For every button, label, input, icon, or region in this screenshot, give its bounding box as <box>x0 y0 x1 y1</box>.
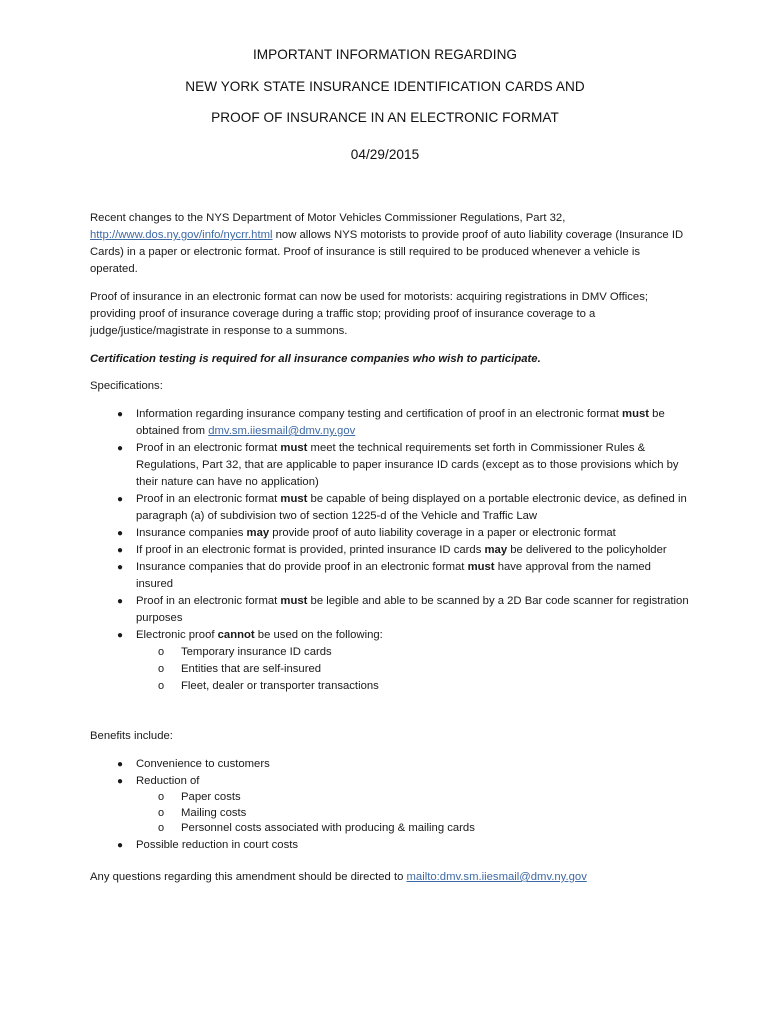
bullet-icon: ● <box>117 776 124 787</box>
title-line-3: PROOF OF INSURANCE IN AN ELECTRONIC FORMAT <box>211 110 559 125</box>
iiesmail-link[interactable]: dmv.sm.iiesmail@dmv.ny.gov <box>208 425 356 437</box>
spec-item: ● Insurance companies that do provide proof in an electronic format must have approval from the named insured <box>117 561 651 590</box>
bullet-icon: ● <box>117 759 124 770</box>
spec-item: ● Proof in an electronic format must be capable of being displayed on a portable electronic device, as defined in paragraph (a) of subdivision two of section 1225-d of the Vehicle and Traffic Law <box>117 493 687 522</box>
bullet-icon: ● <box>117 596 124 607</box>
sub-bullet-icon: o <box>158 806 165 819</box>
certification-note: Certification testing is required for all insurance companies who wish to participate. <box>90 353 541 365</box>
sub-bullet-icon: o <box>158 822 165 834</box>
specifications-list <box>90 406 690 695</box>
intro-text-a: Recent changes to the NYS Department of Motor Vehicles Commissioner Regulations, Part 32, <box>90 212 566 224</box>
spec-item: ● Insurance companies may provide proof of auto liability coverage in a paper or electronic format <box>90 525 690 542</box>
mailto-link[interactable]: mailto:dmv.sm.iiesmail@dmv.ny.gov <box>406 871 587 883</box>
spec-item: ● If proof in an electronic format is provided, printed insurance ID cards may be delivered to the policyholder <box>90 542 690 559</box>
bullet-icon: ● <box>117 562 124 573</box>
spec-item: ● Proof in an electronic format must be legible and able to be scanned by a 2D Bar code scanner for registration purposes <box>117 595 689 624</box>
intro-text-b: now allows NYS motorists to provide proof of auto liability coverage (Insurance ID Cards) in a paper or electronic format. Proof of insurance is still required to be produced whenever a vehicle is operated. <box>90 229 684 275</box>
closing-text: Any questions regarding this amendment should be directed to <box>90 871 407 883</box>
bullet-icon: ● <box>117 839 124 851</box>
bullet-icon: ● <box>117 409 124 420</box>
benefit-sub-item: o Mailing costs <box>136 806 690 822</box>
benefit-sub-item: o Paper costs <box>136 790 690 806</box>
bullet-icon: ● <box>117 443 124 454</box>
spec-sub-item: o Temporary insurance ID cards <box>136 644 690 661</box>
benefit-item: ● Reduction of o Paper costs o Mailing costs o Personnel costs associated with producing & mailing cards <box>90 773 690 837</box>
benefits-label: Benefits include: <box>90 730 173 742</box>
sub-bullet-icon: o <box>158 680 165 692</box>
sub-bullet-icon: o <box>158 646 165 658</box>
specifications-label: Specifications: <box>90 380 163 392</box>
spec-item: ● Electronic proof cannot be used on the following: o Temporary insurance ID cards o Entities that are self-insured o Fleet, dealer or transporter transactions <box>90 627 690 695</box>
bullet-icon: ● <box>117 545 124 556</box>
bullet-icon: ● <box>117 528 124 539</box>
intro-paragraph-2: Proof of insurance in an electronic format can now be used for motorists: acquiring registrations in DMV Offices; providing proof of insurance coverage during a traffic stop; providing proof of insurance coverage to a judge/justice/magistrate in response to a summons. <box>90 291 648 337</box>
benefit-sub-item: o Personnel costs associated with producing & mailing cards <box>136 821 690 837</box>
spec-item: ● Proof in an electronic format must meet the technical requirements set forth in Commissioner Rules & Regulations, Part 32, that are applicable to paper insurance ID cards (except as to those provisions which by their nature can have no application) <box>117 442 679 488</box>
spec-item: ● Information regarding insurance company testing and certification of proof in an electronic format must be obtained from dmv.sm.iiesmail@dmv.ny.gov <box>117 408 665 437</box>
bullet-icon: ● <box>117 630 124 641</box>
benefit-item: ● Possible reduction in court costs <box>90 837 690 854</box>
bullet-icon: ● <box>117 494 124 505</box>
spec-sub-item: o Entities that are self-insured <box>136 661 690 678</box>
benefits-list <box>90 756 690 854</box>
intro-paragraph-1 <box>90 210 690 278</box>
spec-sub-item: o Fleet, dealer or transporter transactions <box>136 678 690 695</box>
title-line-1: IMPORTANT INFORMATION REGARDING <box>252 47 518 62</box>
sub-bullet-icon: o <box>158 791 165 803</box>
benefit-item: ● Convenience to customers <box>90 756 690 773</box>
closing-paragraph <box>90 869 690 886</box>
document-date: 04/29/2015 <box>350 147 420 162</box>
sub-bullet-icon: o <box>158 663 165 675</box>
title-line-2: NEW YORK STATE INSURANCE IDENTIFICATION CARDS AND <box>185 79 585 94</box>
nycrr-link[interactable]: http://www.dos.ny.gov/info/nycrr.html <box>90 229 273 241</box>
